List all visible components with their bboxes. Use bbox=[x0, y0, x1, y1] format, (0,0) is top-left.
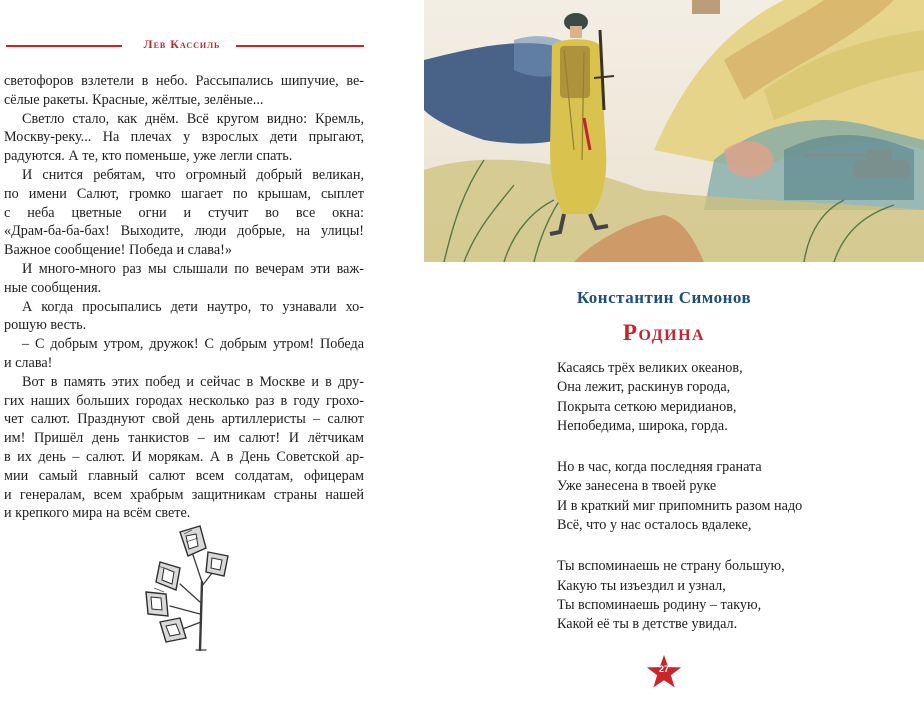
running-header bbox=[6, 36, 364, 56]
prose-line: чет салют. Празднуют свой день артиллеристы – салют bbox=[4, 411, 364, 428]
prose-line: радуются. А те, кто поменьше, уже легли спать. bbox=[4, 148, 293, 165]
prose-line: и крепкого мира на всём свете. bbox=[4, 505, 191, 522]
loudspeakers-drawing bbox=[140, 522, 236, 652]
poem-line: Всё, что у нас осталось вдалеке, bbox=[557, 517, 752, 534]
prose-line: Важное сообщение! Победа и слава!» bbox=[4, 242, 232, 259]
poem-author: Константин Симонов bbox=[576, 288, 752, 307]
poem-title: Родина bbox=[622, 320, 706, 345]
prose-line: И много-много раз мы слышали по вечерам эти важ- bbox=[22, 260, 364, 277]
prose-line: Светло стало, как днём. Всё кругом видно: Кремль, bbox=[22, 110, 364, 127]
poem-line: Какой её ты в детстве увидал. bbox=[557, 616, 738, 633]
prose-line: в их день – салют. И морякам. А в День Советской ар- bbox=[4, 448, 364, 465]
header-rule-left bbox=[6, 45, 122, 47]
poem-line: Какую ты изъездил и узнал, bbox=[557, 577, 726, 594]
running-header-title: Лев Кассиль bbox=[143, 37, 221, 51]
prose-line: рошую весть. bbox=[4, 317, 87, 334]
poem-line: Она лежит, раскинув города, bbox=[557, 379, 731, 396]
poem-line: Касаясь трёх великих океанов, bbox=[557, 360, 743, 376]
poem-line: Непобедима, широка, горда. bbox=[557, 417, 728, 434]
poem-line: Покрыта сеткою меридианов, bbox=[557, 398, 737, 415]
poem-line: Ты вспоминаешь не страну большую, bbox=[557, 558, 785, 575]
prose-line: мии самый главный салют всем солдатам, офицерам bbox=[4, 467, 364, 484]
prose-line: сёлые ракеты. Красные, жёлтые, зелёные... bbox=[4, 91, 264, 108]
prose-line: Вот в память этих побед и сейчас в Москве и в дру- bbox=[22, 373, 364, 390]
stanza bbox=[557, 458, 897, 535]
soldier-watercolor-painting bbox=[424, 0, 924, 262]
poem-body bbox=[557, 359, 897, 657]
stanza bbox=[557, 557, 897, 634]
prose-line: гих наших больших городах несколько раз в году грохо- bbox=[4, 392, 364, 409]
prose-line: и генералам, всем храбрым защитникам страны нашей bbox=[4, 486, 364, 503]
right-page bbox=[424, 0, 924, 704]
prose-line: ные сообщения. bbox=[4, 279, 102, 296]
prose-line: Москву-реку... На плечах у взрослых дети прыгают, bbox=[4, 129, 364, 146]
prose-line: «Драм-ба-ба-бах! Выходите, люди добрые, на улицы! bbox=[4, 223, 364, 240]
stanza bbox=[557, 359, 897, 436]
prose-line: им! Пришёл день танкистов – им салют! И лётчикам bbox=[4, 430, 364, 447]
poem-line: И в краткий миг припомнить разом надо bbox=[557, 497, 803, 514]
poem-line: Уже занесена в твоей руке bbox=[557, 478, 717, 495]
prose-line: с неба цветные огни и стучит во все окна: bbox=[4, 204, 364, 221]
prose-line: светофоров взлетели в небо. Рассыпались шипучие, ве- bbox=[4, 73, 364, 89]
prose-line: И снится ребятам, что огромный добрый великан, bbox=[22, 166, 364, 183]
prose-line: – С добрым утром, дружок! С добрым утром! Победа bbox=[22, 336, 364, 353]
left-page bbox=[0, 0, 424, 704]
poem-line: Ты вспоминаешь родину – такую, bbox=[557, 596, 762, 613]
prose-text bbox=[4, 72, 364, 523]
prose-line: А когда просыпались дети наутро, то узнавали хо- bbox=[22, 298, 364, 315]
prose-line: и слава! bbox=[4, 354, 53, 371]
page-number: 27 bbox=[658, 664, 669, 674]
header-rule-right bbox=[236, 45, 364, 47]
poem-line: Но в час, когда последняя граната bbox=[557, 459, 762, 476]
prose-line: по имени Салют, громко шагает по крышам, сыплет bbox=[4, 185, 364, 202]
